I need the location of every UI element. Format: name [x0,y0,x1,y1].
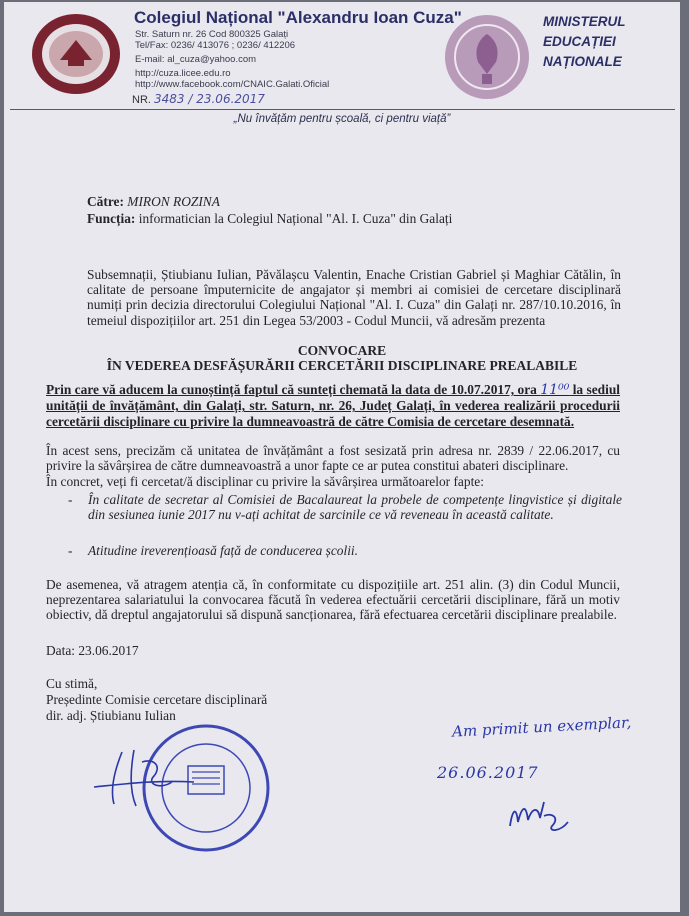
summons-hour: 11⁰⁰ [540,382,570,398]
warning-paragraph: De asemenea, vă atragem atenția că, în conformitate cu dispozițiile art. 251 alin. (3) din Codul Muncii, neprezentarea salariatului la convocarea făcută în vederea efectuării cercetării disciplinare, fără un motiv obiectiv, dă dreptul angajatorului să dispună sancționarea, fără efectuarea cercetării disciplinare prealabile. [46,577,620,623]
bullet-dash: - [68,543,73,558]
receipt-note: Am primit un exemplar, [451,713,632,741]
bullet-dash: - [68,492,73,507]
function-value: informatician la Colegiul Național "Al. I. Cuza" din Galați [138,211,453,226]
school-address: Str. Saturn nr. 26 Cod 800325 Galați [135,29,289,40]
notification-paragraph: În acest sens, precizăm că unitatea de învățământ a fost sesizată prin adresa nr. 2839 / 22.06.2017, cu privire la săvârșirea de către dumneavoastră a unor fapte ce ar putea constitui abateri disciplinare. [46,443,620,474]
summons-paragraph [46,382,620,429]
document-page [4,2,680,912]
doc-subtitle: ÎN VEDEREA DESFĂȘURĂRII CERCETĂRII DISCIPLINARE PREALABILE [106,358,578,373]
investigation-line: În concret, veți fi cercetat/ă disciplinar cu privire la săvârșirea următoarelor fapte: [46,474,484,489]
school-website[interactable]: http://cuza.licee.edu.ro [135,68,231,79]
intro-paragraph: Subsemnații, Știubianu Iulian, Păvălașcu Valentin, Enache Cristian Gabriel și Maghiar Cătălin, în calitate de persoane împuternicite de angajator și membri ai comisiei de cercetare disciplinară numiți prin decizia directorului Colegiului Național "Al. I. Cuza" din Galați nr. 287/10.10.2016, în temeiul dispozițiilor art. 251 din Legea 53/2003 - Codul Muncii, vă adresăm prezenta [87,267,621,328]
summons-text-rest: la sediul unității de învățământ, din Galați, str. Saturn, nr. 26, Județ Galați, în vederea realizării procedurii cercetării disciplinare cu privire la dumneavoastră de către Comisia de cercetare desemnată. [46,382,620,429]
nr-value: 3483 / 23.06.2017 [154,92,265,106]
doc-title: CONVOCARE [297,343,387,358]
summons-text: Prin care vă aducem la cunoștință faptul că sunteți chemată la data de 10.07.2017, ora [46,382,541,397]
ministry-name [543,12,673,72]
document-date: Data: 23.06.2017 [46,643,139,658]
fact-text-2: Atitudine ireverențioasă față de conducerea școlii. [88,543,358,558]
school-phone: Tel/Fax: 0236/ 413076 ; 0236/ 412206 [135,40,296,51]
school-facebook[interactable]: http://www.facebook.com/CNAIC.Galati.Oficial [135,79,330,90]
ministry-line-3: NAȚIONALE [543,54,622,69]
ministry-line-1: MINISTERUL [543,14,626,29]
ministry-line-2: EDUCAȚIEI [543,34,616,49]
signatory-role: Președinte Comisie cercetare disciplinară [46,692,268,707]
fact-item-1 [68,492,622,523]
school-email[interactable]: E-mail: al_cuza@yahoo.com [135,54,257,65]
function-line [87,211,452,226]
motto: „Nu învățăm pentru școală, ci pentru viață” [233,113,451,125]
recipient-name: MIRON ROZINA [127,194,220,209]
closing: Cu stimă, [46,676,98,691]
fact-item-2 [68,543,622,558]
fact-text-1: În calitate de secretar al Comisiei de Bacalaureat la probele de competențe lingvistice și digitale din sesiunea iunie 2017 nu v-ați achitat de sarcinile ce vă reveneau în această calitate. [88,492,622,523]
recipient-signature [504,792,574,837]
recipient-line [87,194,220,209]
government-seal [442,12,532,102]
director-signature [84,742,204,812]
receipt-date: 26.06.2017 [437,763,539,782]
recipient-label: Către: [87,194,124,209]
registration-number [132,92,265,106]
school-name: Colegiul Național "Alexandru Ioan Cuza" [134,8,462,27]
header-divider [10,109,675,110]
school-logo [30,12,122,96]
nr-label: NR. [132,94,151,106]
signatory-name: dir. adj. Știubianu Iulian [46,708,176,723]
function-label: Funcția: [87,211,136,226]
